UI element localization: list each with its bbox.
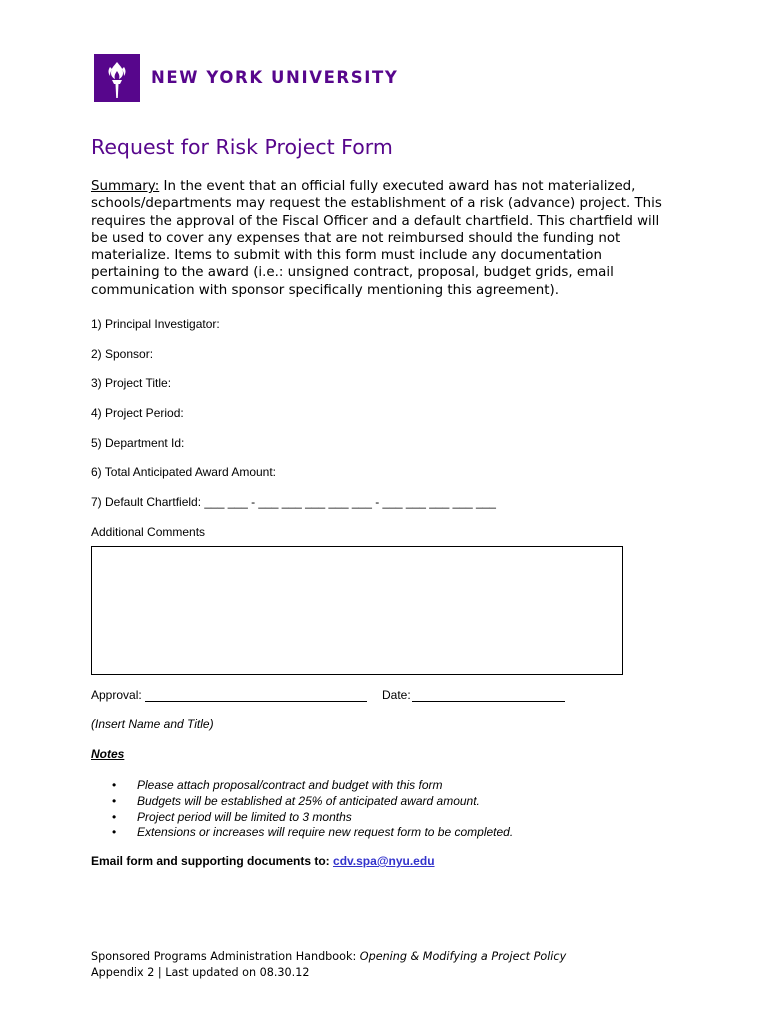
footer-policy: Opening & Modifying a Project Policy	[359, 950, 567, 963]
nyu-logo	[94, 54, 140, 102]
note-item	[112, 794, 513, 810]
summary-line: communication with sponsor specifically mentioning this agreement).	[91, 282, 559, 298]
summary-line: requires the approval of the Fiscal Officer and a default chartfield. This chartfield will	[91, 213, 660, 229]
field-project-title[interactable]: 3) Project Title:	[91, 376, 172, 390]
note-item	[112, 810, 513, 826]
notes-heading: Notes	[91, 747, 125, 761]
notes-list	[112, 778, 513, 841]
email-label: Email form and supporting documents to:	[91, 854, 334, 868]
comments-label: Additional Comments	[91, 525, 206, 539]
footer-line-2: Appendix 2 | Last updated on 08.30.12	[91, 965, 310, 979]
note-item	[112, 825, 513, 841]
approval-label: Approval:	[91, 688, 142, 702]
summary-line: be used to cover any expenses that are not reimbursed should the funding not	[91, 230, 621, 246]
note-text: Budgets will be established at 25% of anticipated award amount.	[137, 793, 480, 808]
summary-line	[91, 178, 691, 195]
note-text: Extensions or increases will require new request form to be completed.	[137, 825, 514, 840]
summary-line-text: In the event that an official fully executed award has not materialized,	[159, 179, 636, 194]
page-title: Request for Risk Project Form	[91, 135, 393, 159]
approval-signature-line[interactable]	[145, 701, 367, 702]
date-label: Date:	[382, 688, 411, 702]
bullet-icon: •	[112, 778, 117, 792]
email-link[interactable]: cdv.spa@nyu.edu	[333, 854, 435, 868]
summary-line: pertaining to the award (i.e.: unsigned contract, proposal, budget grids, email	[91, 265, 614, 281]
field-principal-investigator[interactable]: 1) Principal Investigator:	[91, 317, 220, 331]
note-item	[112, 778, 513, 794]
email-instruction	[91, 854, 435, 868]
summary-label: Summary:	[91, 179, 160, 194]
footer	[91, 949, 566, 980]
field-project-period[interactable]: 4) Project Period:	[91, 406, 184, 420]
date-line[interactable]	[412, 701, 565, 702]
footer-line-1	[91, 949, 566, 965]
field-sponsor[interactable]: 2) Sponsor:	[91, 347, 154, 361]
bullet-icon: •	[112, 825, 117, 840]
note-text: Project period will be limited to 3 months	[137, 809, 352, 824]
footer-handbook: Sponsored Programs Administration Handbook:	[91, 950, 360, 963]
bullet-icon: •	[112, 793, 117, 808]
approval-hint: (Insert Name and Title)	[91, 717, 214, 731]
summary-line: schools/departments may request the establishment of a risk (advance) project. This	[91, 196, 662, 212]
torch-icon	[94, 54, 140, 102]
field-default-chartfield[interactable]: 7) Default Chartfield: ___ ___ - ___ ___ ___ ___ ___ - ___ ___ ___ ___ ___	[91, 495, 496, 509]
summary-line: materialize. Items to submit with this form must include any documentation	[91, 248, 602, 264]
note-text: Please attach proposal/contract and budget with this form	[137, 778, 443, 792]
bullet-icon: •	[112, 809, 117, 824]
field-department-id[interactable]: 5) Department Id:	[91, 436, 185, 450]
university-name: NEW YORK UNIVERSITY	[151, 68, 399, 87]
comments-textarea[interactable]	[91, 546, 623, 675]
summary-paragraph	[91, 178, 691, 299]
field-total-award-amount[interactable]: 6) Total Anticipated Award Amount:	[91, 465, 277, 479]
